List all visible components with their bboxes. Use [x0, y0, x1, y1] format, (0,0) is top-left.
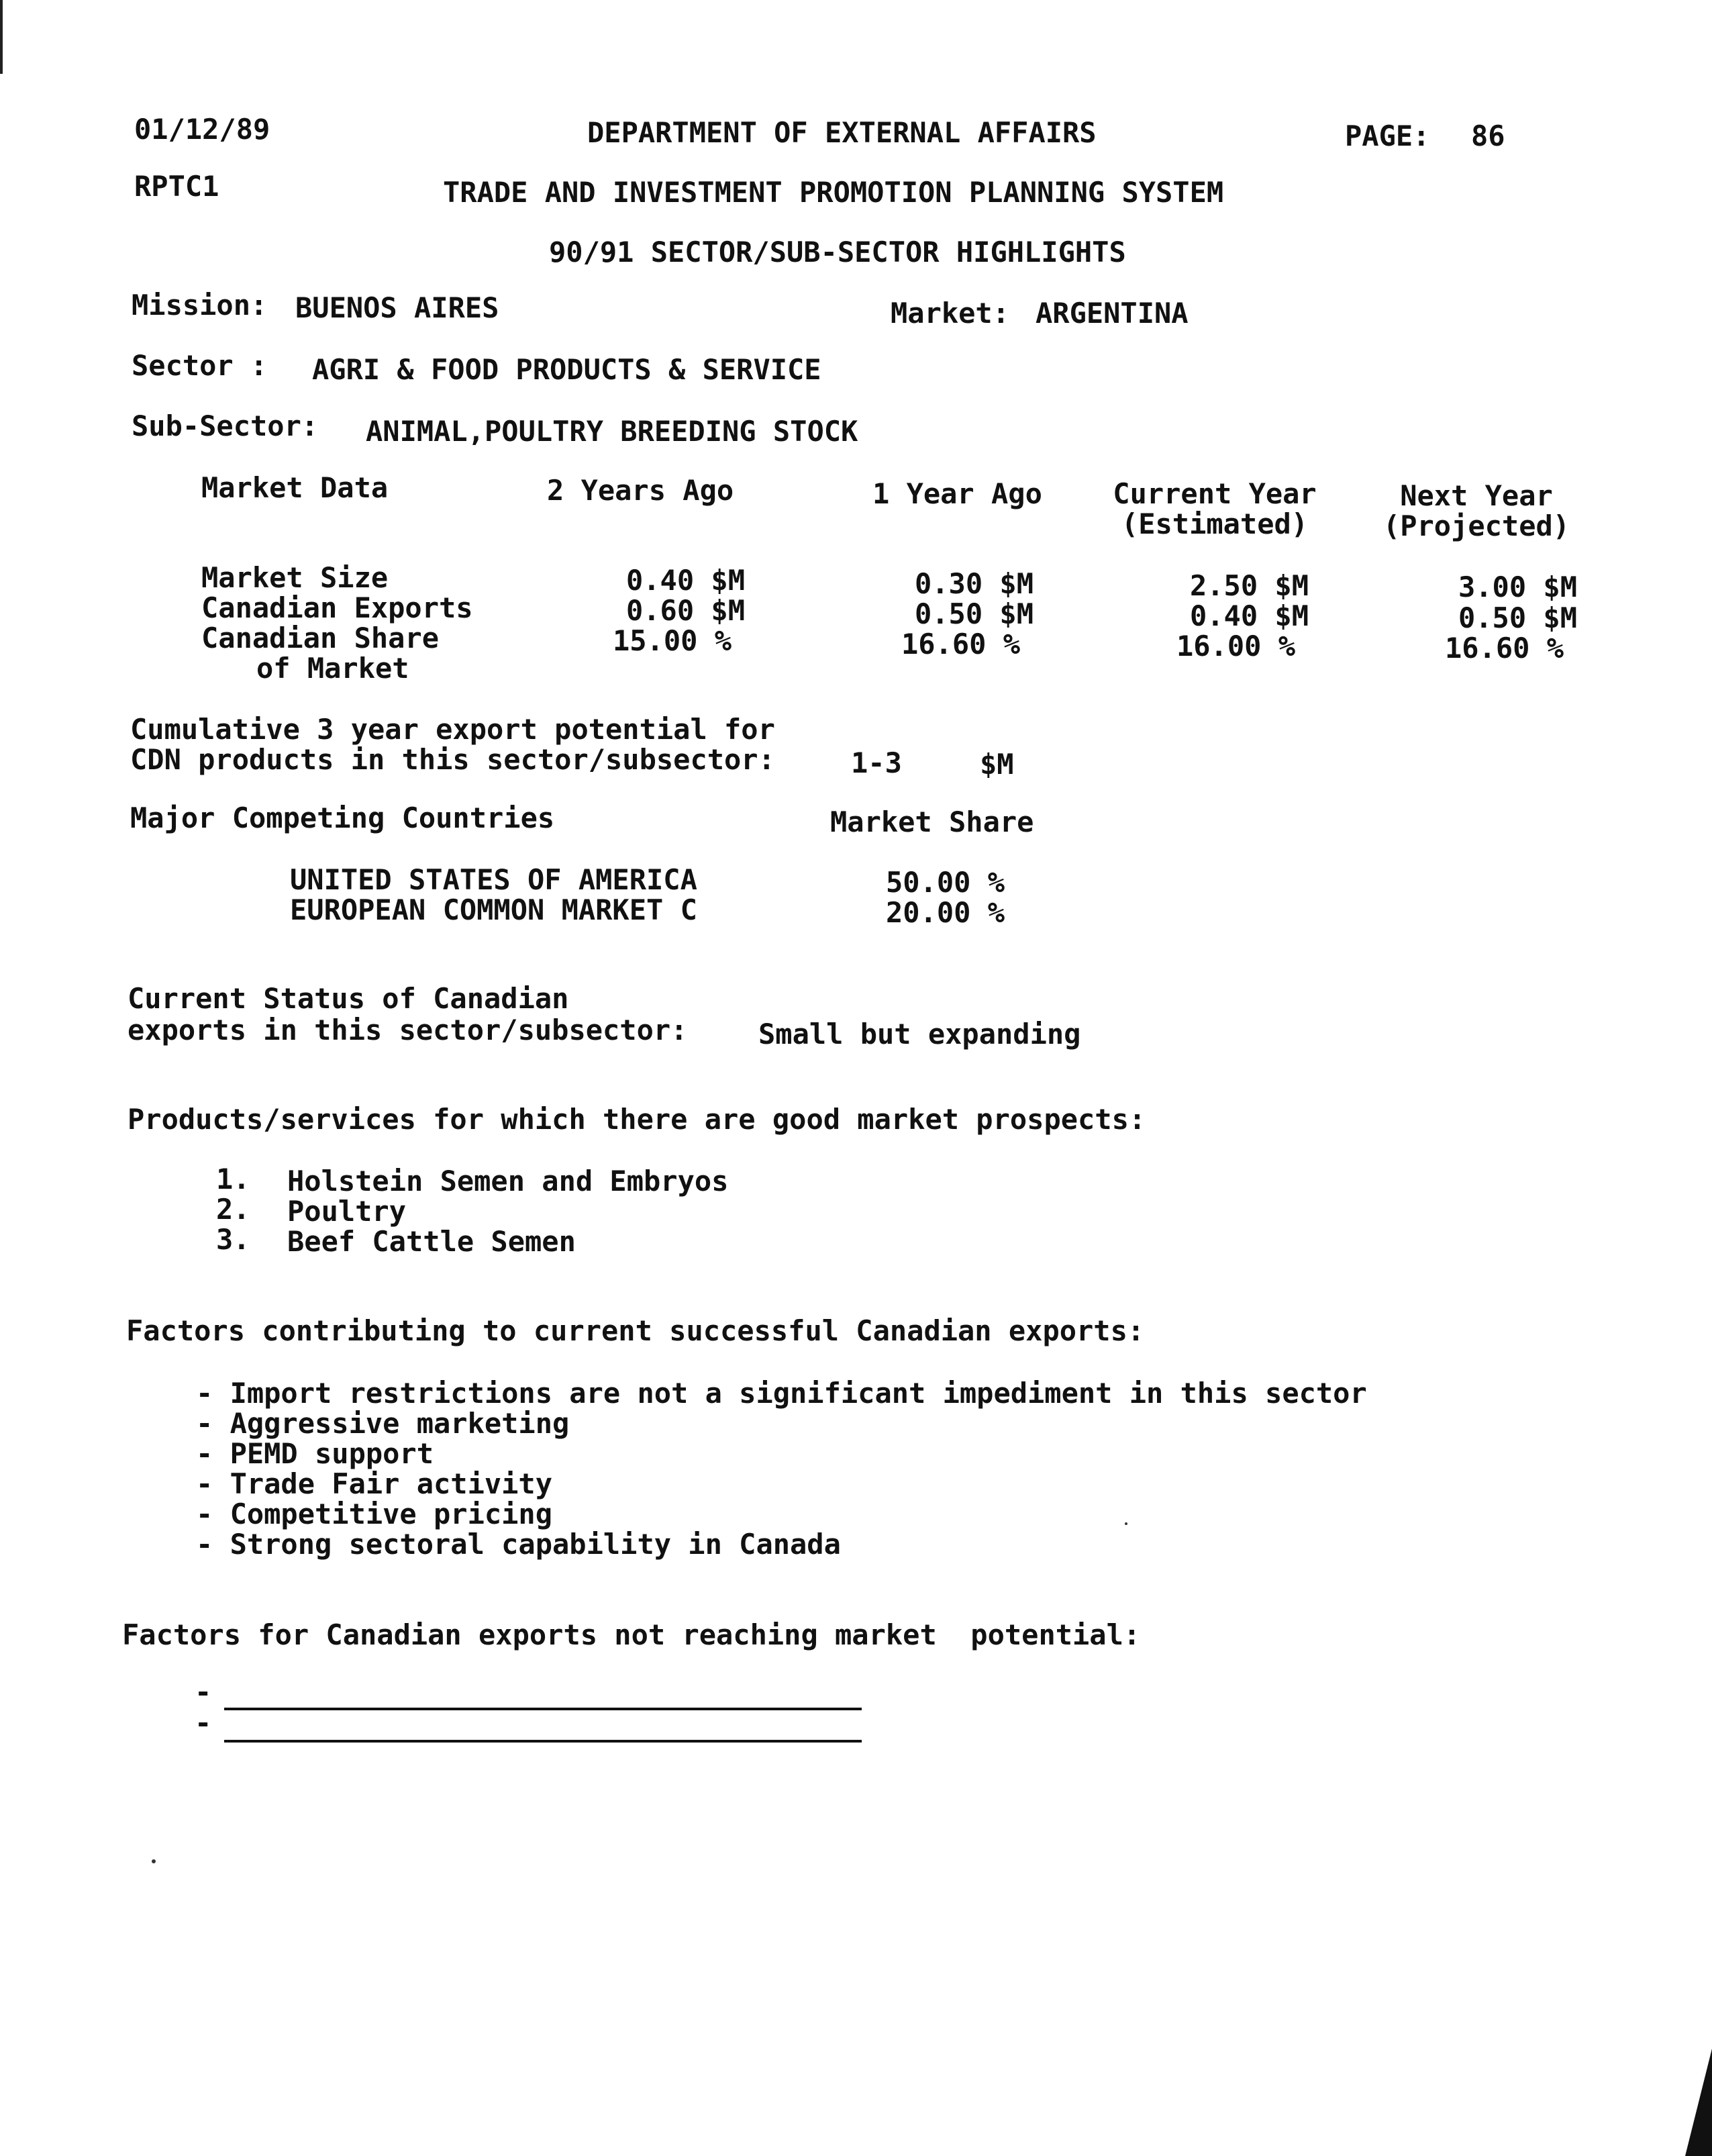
table-header-col4-line1: Next Year [1400, 479, 1553, 512]
table-header-col2: 1 Year Ago [872, 477, 1042, 510]
list-item: - Aggressive marketing [196, 1407, 570, 1440]
row-label: Canadian Share [201, 622, 440, 654]
table-header-col3-line2: (Estimated) [1121, 507, 1309, 540]
competitors-label: Major Competing Countries [130, 801, 555, 834]
cell-value: 0.50 $M [914, 597, 1034, 630]
scan-speck [1125, 1522, 1127, 1525]
sector-value: AGRI & FOOD PRODUCTS & SERVICE [312, 353, 821, 386]
page-number: 86 [1471, 119, 1505, 152]
blank-list-item-dash: - [195, 1706, 212, 1739]
competitor-share: 50.00 % [886, 866, 1005, 899]
potential-line1: Cumulative 3 year export potential for [130, 713, 775, 746]
table-header-col4-line2: (Projected) [1382, 509, 1570, 542]
cell-value: 0.60 $M [625, 594, 745, 627]
success-factors-heading: Factors contributing to current successful Canadian exports: [126, 1314, 1145, 1347]
list-item: Beef Cattle Semen [287, 1225, 576, 1258]
cell-value: 3.00 $M [1458, 571, 1577, 603]
cell-value: 0.50 $M [1458, 601, 1577, 634]
list-item: - Import restrictions are not a significant impediment in this sector [196, 1377, 1367, 1410]
mission-label: Mission: [132, 289, 268, 322]
list-item-number: 3. [216, 1223, 250, 1256]
cell-value: 16.00 % [1176, 630, 1295, 663]
cell-value: 0.30 $M [914, 567, 1034, 600]
list-item-number: 2. [216, 1193, 250, 1226]
market-value: ARGENTINA [1036, 297, 1189, 330]
market-label: Market: [891, 297, 1010, 330]
competitor-share: 20.00 % [886, 896, 1005, 929]
scan-speck [152, 1859, 156, 1863]
status-value: Small but expanding [758, 1018, 1081, 1050]
competitor-country: EUROPEAN COMMON MARKET C [290, 893, 697, 926]
status-line2: exports in this sector/subsector: [128, 1014, 688, 1046]
cell-value: 2.50 $M [1189, 569, 1309, 602]
blank-entry-line [224, 1740, 862, 1743]
list-item-number: 1. [216, 1163, 250, 1195]
prospects-heading: Products/services for which there are good market prospects: [128, 1103, 1146, 1136]
shortfall-factors-heading: Factors for Canadian exports not reaching market potential: [122, 1618, 1141, 1651]
potential-unit: $M [980, 748, 1014, 781]
list-item: Poultry [287, 1195, 407, 1228]
sector-label: Sector : [132, 349, 268, 382]
cell-value: 16.60 % [1444, 632, 1564, 665]
list-item: - Strong sectoral capability in Canada [196, 1528, 841, 1561]
potential-line2: CDN products in this sector/subsector: [130, 743, 775, 776]
department-title: DEPARTMENT OF EXTERNAL AFFAIRS [587, 116, 1097, 149]
list-item: - Trade Fair activity [196, 1467, 553, 1500]
scan-edge-mark [0, 0, 3, 74]
cell-value: 0.40 $M [625, 564, 745, 597]
table-header-col1: 2 Years Ago [547, 474, 734, 507]
subsector-value: ANIMAL,POULTRY BREEDING STOCK [366, 415, 858, 448]
list-item: - Competitive pricing [196, 1498, 553, 1530]
cell-value: 0.40 $M [1189, 599, 1309, 632]
page-label: PAGE: [1345, 119, 1430, 152]
cell-value: 16.60 % [901, 628, 1020, 660]
list-item: Holstein Semen and Embryos [287, 1165, 729, 1197]
list-item: - PEMD support [196, 1437, 434, 1470]
table-header-col3-line1: Current Year [1113, 477, 1317, 510]
cell-value: 15.00 % [612, 624, 732, 657]
system-title: TRADE AND INVESTMENT PROMOTION PLANNING SYSTEM [443, 176, 1224, 209]
blank-entry-line [224, 1708, 862, 1710]
blank-list-item-dash: - [195, 1675, 212, 1708]
row-label: Market Size [201, 561, 389, 594]
subsector-label: Sub-Sector: [132, 409, 319, 442]
potential-range: 1-3 [851, 746, 902, 779]
status-line1: Current Status of Canadian [128, 982, 569, 1015]
mission-value: BUENOS AIRES [295, 291, 499, 324]
competitors-share-label: Market Share [830, 805, 1034, 838]
competitor-country: UNITED STATES OF AMERICA [290, 863, 697, 896]
report-title: 90/91 SECTOR/SUB-SECTOR HIGHLIGHTS [549, 236, 1126, 268]
table-header-label: Market Data [201, 471, 389, 504]
report-code: RPTC1 [134, 170, 219, 203]
page-corner-shadow [1685, 2049, 1712, 2156]
row-label-line2: of Market [256, 652, 409, 685]
report-date: 01/12/89 [134, 113, 270, 146]
row-label: Canadian Exports [201, 591, 473, 624]
